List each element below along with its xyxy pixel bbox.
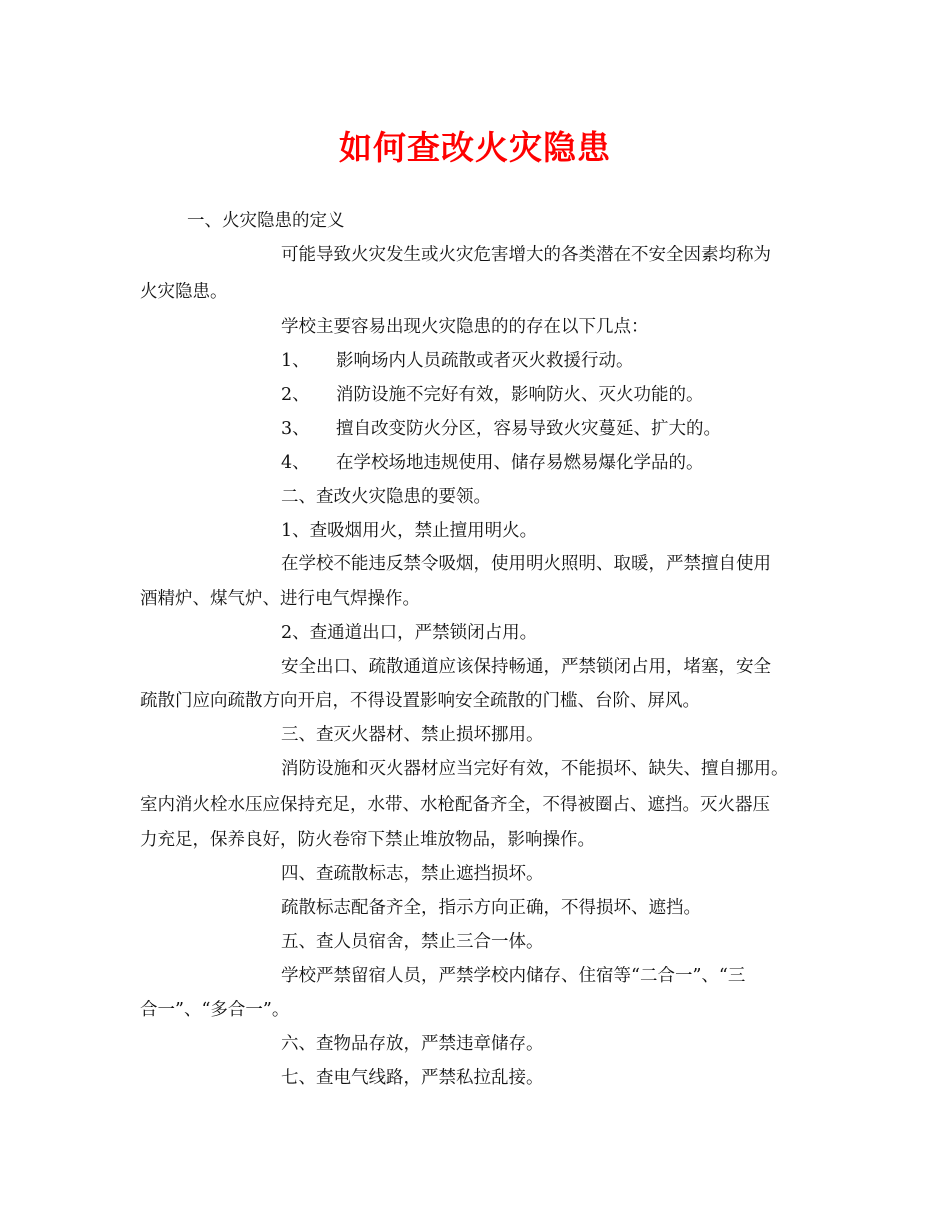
section-heading: 七、查电气线路，严禁私拉乱接。 (281, 1068, 544, 1088)
paragraph-line: 疏散标志配备齐全，指示方向正确，不得损坏、遮挡。 (281, 898, 701, 918)
paragraph-line: 火灾隐患。 (140, 282, 228, 302)
paragraph-line: 疏散门应向疏散方向开启，不得设置影响安全疏散的门槛、台阶、屏风。 (140, 691, 700, 711)
subsection-heading: 2、查通道出口，严禁锁闭占用。 (281, 623, 538, 643)
paragraph-line: 学校主要容易出现火灾隐患的的存在以下几点： (281, 317, 649, 337)
section-heading: 六、查物品存放，严禁违章储存。 (281, 1034, 544, 1054)
list-item (281, 417, 721, 441)
paragraph-line: 安全出口、疏散通道应该保持畅通，严禁锁闭占用，堵塞，安全 (281, 657, 771, 677)
list-number: 2、 (281, 385, 310, 405)
paragraph-line: 学校严禁留宿人员，严禁学校内储存、住宿等“二合一”、“三 (281, 966, 746, 986)
section-heading: 二、查改火灾隐患的要领。 (281, 487, 491, 507)
paragraph-line: 可能导致火灾发生或火灾危害增大的各类潜在不安全因素均称为 (281, 245, 771, 265)
list-number: 1、 (281, 351, 310, 371)
paragraph-line: 酒精炉、煤气炉、进行电气焊操作。 (140, 589, 420, 609)
list-item-text: 擅自改变防火分区，容易导致火灾蔓延、扩大的。 (336, 419, 721, 439)
paragraph-line: 室内消火栓水压应保持充足，水带、水枪配备齐全，不得被圈占、遮挡。灭火器压 (140, 795, 770, 815)
list-item-text: 影响场内人员疏散或者灭火救援行动。 (336, 351, 634, 371)
paragraph-line: 在学校不能违反禁令吸烟，使用明火照明、取暖，严禁擅自使用 (281, 554, 771, 574)
list-item (281, 383, 704, 407)
list-item-text: 消防设施不完好有效，影响防火、灭火功能的。 (336, 385, 704, 405)
document-title: 如何查改火灾隐患 (339, 128, 611, 167)
list-item-text: 在学校场地违规使用、储存易燃易爆化学品的。 (336, 453, 704, 473)
section-heading: 五、查人员宿舍，禁止三合一体。 (281, 932, 544, 952)
list-number: 4、 (281, 453, 310, 473)
list-item (281, 451, 704, 475)
section-heading-definition: 一、火灾隐患的定义 (187, 211, 345, 231)
list-item (281, 349, 634, 373)
section-heading: 三、查灭火器材、禁止损坏挪用。 (281, 725, 544, 745)
paragraph-line: 力充足，保养良好，防火卷帘下禁止堆放物品，影响操作。 (140, 830, 595, 850)
paragraph-line: 消防设施和灭火器材应当完好有效，不能损坏、缺失、擅自挪用。 (281, 759, 789, 779)
section-heading: 四、查疏散标志，禁止遮挡损坏。 (281, 864, 544, 884)
list-number: 3、 (281, 419, 310, 439)
paragraph-line: 合一”、“多合一”。 (140, 1000, 290, 1020)
subsection-heading: 1、查吸烟用火，禁止擅用明火。 (281, 521, 538, 541)
